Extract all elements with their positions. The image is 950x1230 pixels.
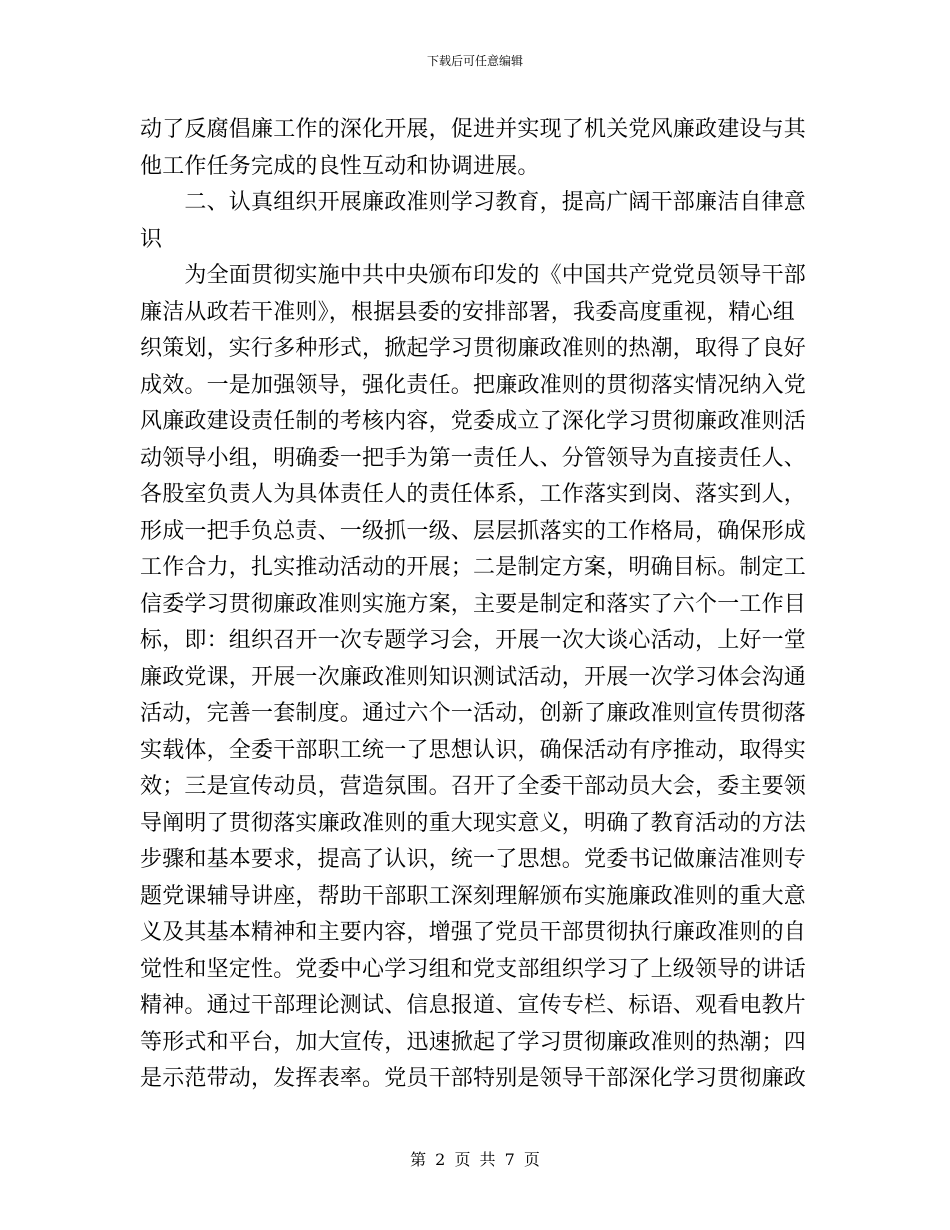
text-line: 觉性和坚定性。党委中心学习组和党支部组织学习了上级领导的讲话 <box>140 956 807 982</box>
text-line: 导阐明了贯彻落实廉政准则的重大现实意义，明确了教育活动的方法 <box>140 810 807 836</box>
section-heading-line: 识 <box>140 226 163 252</box>
text-line: 精神。通过干部理论测试、信息报道、宣传专栏、标语、观看电教片 <box>140 993 807 1018</box>
text-line: 成效。一是加强领导，强化责任。把廉政准则的贯彻落实情况纳入党 <box>140 372 807 398</box>
text-line: 等形式和平台，加大宣传，迅速掀起了学习贯彻廉政准则的热潮；四 <box>140 1029 807 1055</box>
text-line: 信委学习贯彻廉政准则实施方案，主要是制定和落实了六个一工作目 <box>140 591 807 617</box>
text-line: 为全面贯彻实施中共中央颁布印发的《中国共产党党员领导干部 <box>140 263 807 288</box>
text-line: 义及其基本精神和主要内容，增强了党员干部贯彻执行廉政准则的自 <box>140 920 807 945</box>
page-header-note: 下载后可任意编辑 <box>426 54 523 68</box>
text-line: 风廉政建设责任制的考核内容，党委成立了深化学习贯彻廉政准则活 <box>140 409 807 434</box>
page-number-footer: 第 2 页 共 7 页 <box>410 1150 540 1169</box>
text-line: 织策划，实行多种形式，掀起学习贯彻廉政准则的热潮，取得了良好 <box>140 336 807 361</box>
text-line: 标，即：组织召开一次专题学习会，开展一次大谈心活动，上好一堂 <box>140 628 807 653</box>
text-line: 动了反腐倡廉工作的深化开展，促进并实现了机关党风廉政建设与其 <box>140 117 807 142</box>
text-line: 实载体，全委干部职工统一了思想认识，确保活动有序推动，取得实 <box>140 737 807 763</box>
section-heading-line: 二、认真组织开展廉政准则学习教育，提高广阔干部廉洁自律意 <box>140 190 807 215</box>
text-line: 廉政党课，开展一次廉政准则知识测试活动，开展一次学习体会沟通 <box>140 664 807 690</box>
text-line: 各股室负责人为具体责任人的责任体系，工作落实到岗、落实到人， <box>140 482 807 507</box>
text-line: 形成一把手负总责、一级抓一级、层层抓落实的工作格局，确保形成 <box>140 518 807 544</box>
text-line: 是示范带动，发挥表率。党员干部特别是领导干部深化学习贯彻廉政 <box>140 1066 807 1091</box>
text-line: 动领导小组，明确委一把手为第一责任人、分管领导为直接责任人、 <box>140 445 807 471</box>
text-line: 步骤和基本要求，提高了认识，统一了思想。党委书记做廉洁准则专 <box>140 847 807 872</box>
text-line: 他工作任务完成的良性互动和协调进展。 <box>140 153 540 179</box>
text-line: 工作合力，扎实推动活动的开展；二是制定方案，明确目标。制定工 <box>140 555 807 580</box>
document-body <box>140 112 807 1098</box>
text-line: 活动，完善一套制度。通过六个一活动，创新了廉政准则宣传贯彻落 <box>140 701 807 726</box>
text-line: 效；三是宣传动员，营造氛围。召开了全委干部动员大会，委主要领 <box>140 774 807 799</box>
text-line: 题党课辅导讲座，帮助干部职工深刻理解颁布实施廉政准则的重大意 <box>140 883 807 909</box>
text-line: 廉洁从政若干准则》，根据县委的安排部署，我委高度重视，精心组 <box>140 299 796 325</box>
